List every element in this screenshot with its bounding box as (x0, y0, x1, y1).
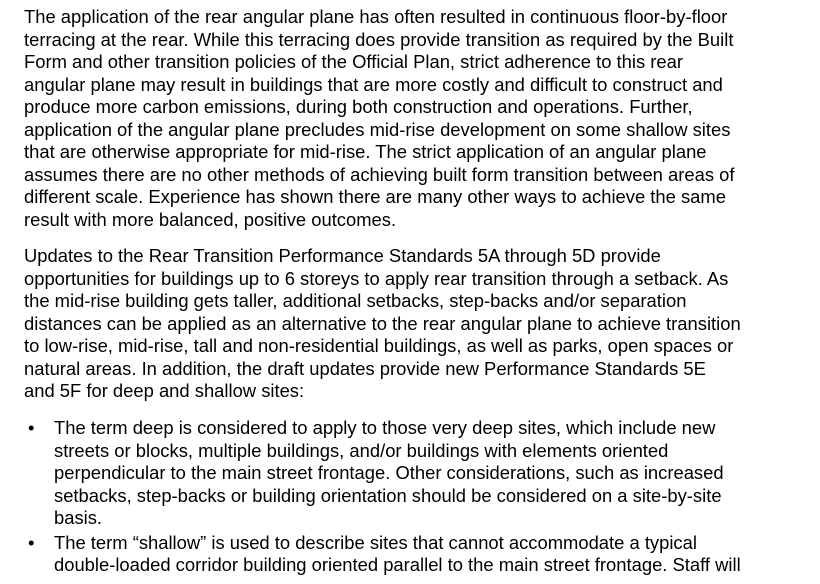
bullet-item-shallow (24, 532, 814, 577)
text-line: perpendicular to the main street frontage. Other considerations, such as increased (54, 462, 724, 483)
text-line: natural areas. In addition, the draft updates provide new Performance Standards 5E (24, 357, 706, 379)
text-line: angular plane may result in buildings that are more costly and difficult to construct and (24, 73, 723, 95)
bullet-list (24, 417, 814, 579)
bullet-marker: • (28, 417, 35, 438)
text-line: opportunities for buildings up to 6 storeys to apply rear transition through a setback. As (24, 267, 729, 289)
text-line: Form and other transition policies of the Official Plan, strict adherence to this rear (24, 51, 683, 72)
text-line: The term deep is considered to apply to those very deep sites, which include new (54, 417, 716, 438)
text-line: The term “shallow” is used to describe sites that cannot accommodate a typical (54, 531, 697, 553)
text-line: produce more carbon emissions, during both construction and operations. Further, (24, 96, 693, 117)
text-line: Updates to the Rear Transition Performance Standards 5A through 5D provide (24, 245, 661, 266)
text-line: the mid-rise building gets taller, additional setbacks, step-backs and/or separation (24, 290, 687, 311)
text-line: that are otherwise appropriate for mid-rise. The strict application of an angular plane (24, 141, 707, 162)
text-line: setbacks, step-backs or building orientation should be considered on a site-by-site (54, 484, 722, 506)
text-line: terracing at the rear. While this terracing does provide transition as required by the Built (24, 28, 734, 50)
bullet-item-deep (24, 417, 814, 530)
paragraph-rear-transition-updates (24, 245, 814, 403)
text-line: result with more balanced, positive outcomes. (24, 208, 397, 230)
text-line: and 5F for deep and shallow sites: (24, 380, 305, 401)
text-line: double-loaded corridor building oriented parallel to the main street frontage. Staff will (54, 554, 741, 575)
text-line: basis. (54, 507, 103, 528)
text-line: streets or blocks, multiple buildings, and/or buildings with elements oriented (54, 439, 669, 461)
bullet-marker: • (28, 531, 35, 553)
text-line: application of the angular plane precludes mid-rise development on some shallow sites (24, 118, 731, 140)
text-line: distances can be applied as an alternative to the rear angular plane to achieve transition (24, 312, 741, 334)
text-line: assumes there are no other methods of achieving built form transition between areas of (24, 163, 735, 185)
text-line: The application of the rear angular plane has often resulted in continuous floor-by-floor (24, 6, 728, 27)
paragraph-rear-angular-plane (24, 6, 814, 231)
text-line: to low-rise, mid-rise, tall and non-residential buildings, as well as parks, open spaces or (24, 335, 734, 356)
text-line: different scale. Experience has shown there are many other ways to achieve the same (24, 186, 726, 207)
